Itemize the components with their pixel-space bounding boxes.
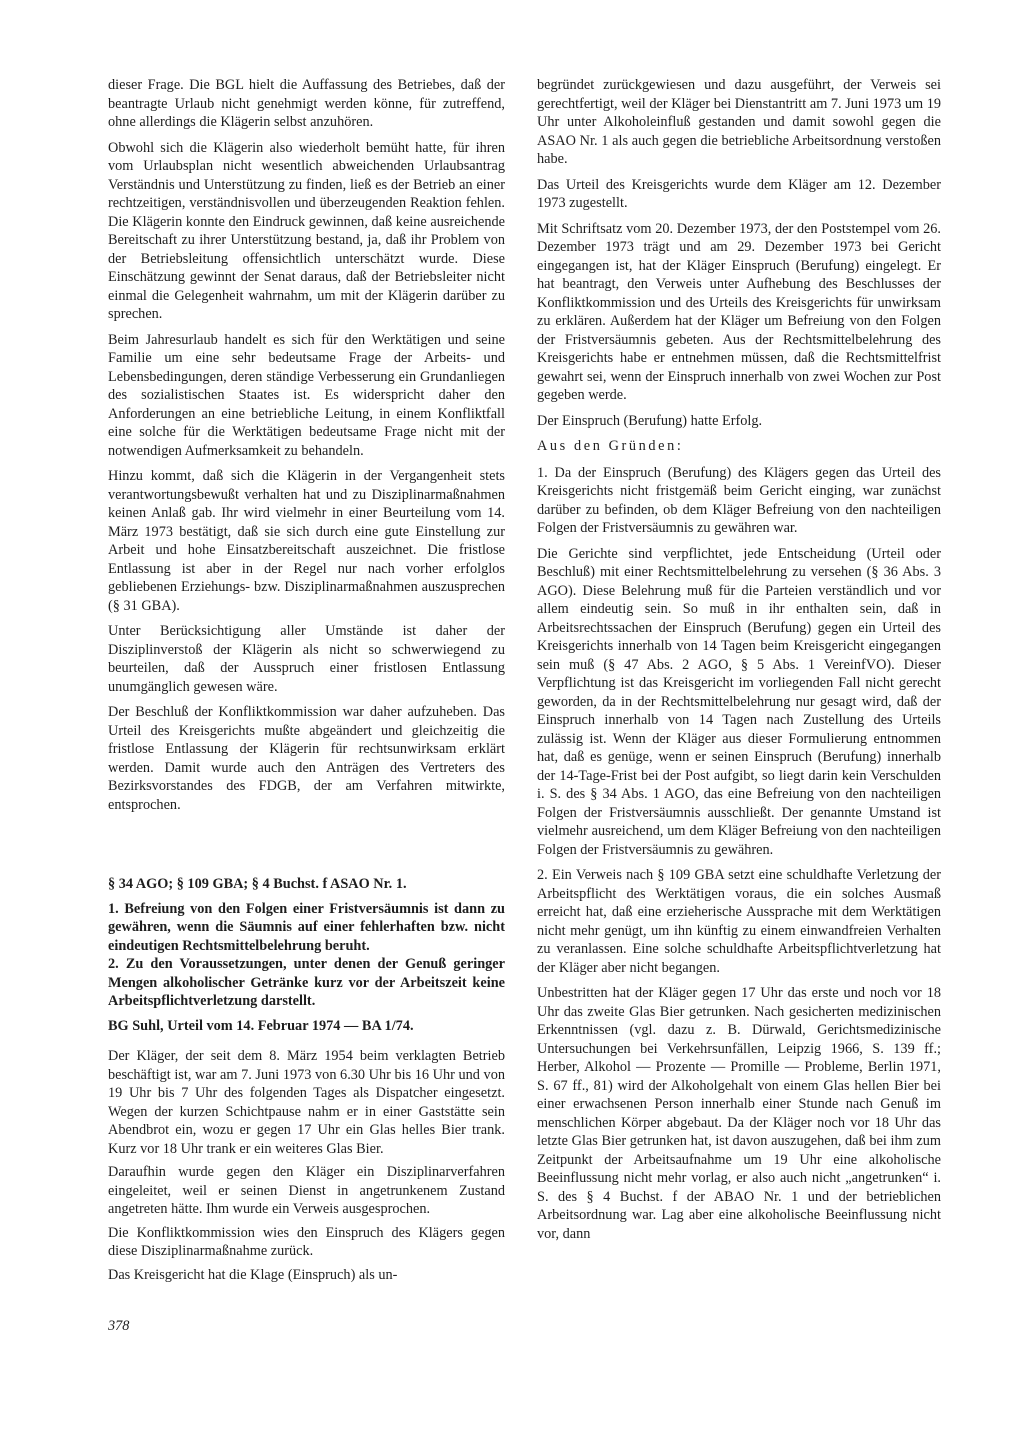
paragraph: Das Urteil des Kreisgerichts wurde dem Kläger am 12. Dezember 1973 zugestellt. [537, 176, 941, 211]
paragraph: Daraufhin wurde gegen den Kläger ein Disziplinarverfahren eingeleitet, weil er seinen Dienst in angetrunkenem Zustand angetreten hätte. Ihm wurde ein Verweis ausgesprochen. [108, 1164, 505, 1217]
paragraph: 2. Ein Verweis nach § 109 GBA setzt eine schuldhafte Verletzung der Arbeitspflicht des Werktätigen voraus, die ein solches Ausmaß erreicht hat, daß eine erzieherische Aussprache mit dem Werktätigen nicht mehr genügt, um ihn künftig zu einem einwandfreien Verhalten zu veranlassen. Eine solche schuldhafte Arbeitspflichtverletzung hat der Kläger aber nicht begangen. [537, 867, 941, 976]
section-gap [108, 821, 505, 875]
paragraph: begründet zurückgewiesen und dazu ausgeführt, der Verweis sei gerechtfertigt, weil der Kläger bei Dienstantritt am 7. Juni 1973 um 19 Uhr unter Alkoholeinfluß gestanden und damit sowohl gegen die ASAO Nr. 1 als auch gegen die betriebliche Arbeitsordnung verstoßen habe. [537, 77, 941, 167]
headnote-item: 1. Befreiung von den Folgen einer Fristversäumnis ist dann zu gewähren, wenn die Säumnis auf einer fehlerhaften bzw. nicht eindeutigen Rechtsmittelbelehrung beruht. [108, 900, 505, 954]
paragraph: Unbestritten hat der Kläger gegen 17 Uhr das erste und noch vor 18 Uhr das zweite Glas Bier getrunken. Nach gesicherten medizinischen Erkenntnissen (vgl. dazu z. B. Dürwald, Gerichtsmedizinische Untersuchungen bei Verkehrsunfällen, Leipzig 1966, S. 139 ff.; Herber, Alkohol — Prozente — Promille — Probleme, Berlin 1971, S. 67 ff., 81) wird der Alkoholgehalt von einem Glas hellen Bier bei einer erwachsenen Person innerhalb einer Stunde nach Genuß im menschlichen Körper abgebaut. Da der Kläger noch vor 18 Uhr das letzte Glas Bier getrunken hat, ist davon auszugehen, daß bei ihm zum Zeitpunkt der Arbeitsaufnahme um 19 Uhr eine alkoholische Beeinflussung nicht mehr vorlag, er also auch nicht „angetrunken“ i. S. des § 4 Buchst. f der ABAO Nr. 1 und der betrieblichen Arbeitsordnung war. Lag aber eine alkoholische Beeinflussung nicht vor, dann [537, 985, 941, 1242]
paragraph: 1. Da der Einspruch (Berufung) des Klägers gegen das Urteil des Kreisgerichts nicht fristgemäß beim Gericht einging, war zunächst darüber zu befinden, ob dem Kläger Befreiung von den nachteiligen Folgen der Fristversäumnis zu gewähren war. [537, 464, 941, 536]
paragraph: dieser Frage. Die BGL hielt die Auffassung des Betriebes, daß der beantragte Urlaub nicht genehmigt werden könne, für zutreffend, ohne allerdings die Klägerin selbst anzuhören. [108, 77, 505, 130]
paragraph: Der Einspruch (Berufung) hatte Erfolg. [537, 412, 763, 429]
paragraph: Obwohl sich die Klägerin also wiederholt bemüht hatte, für ihren vom Urlaubsplan nicht wesentlich abweichenden Urlaubsantrag Verständnis und Unterstützung zu finden, ließ es der Betrieb an einer rechtzeitigen, verständnisvollen und überzeugenden Reaktion fehlen. Die Klägerin konnte den Eindruck gewinnen, daß keine ausreichende Bereitschaft zu ihrer Unterstützung bestand, ja, daß ihr Problem von der Betriebsleitung offensichtlich unterschätzt wurde. Diese Einschätzung gewinnt der Senat daraus, daß der Betriebsleiter nicht einmal die Gelegenheit wahrnahm, um mit der Klägerin darüber zu sprechen. [108, 139, 505, 322]
headnote [108, 900, 505, 1011]
paragraph: Die Gerichte sind verpflichtet, jede Entscheidung (Urteil oder Beschluß) mit einer Rechtsmittelbelehrung zu versehen (§ 36 Abs. 3 AGO). Diese Belehrung muß für die Parteien verständlich und vor allem eindeutig sein. So muß in ihr enthalten sein, daß in Arbeitsrechtssachen der Einspruch (Berufung) gegen ein Urteil des Kreisgerichts innerhalb von 14 Tagen beim Kreisgericht eingegangen sein muß (§ 47 Abs. 2 AGO, § 5 Abs. 1 VereinfVO). Dieser Verpflichtung ist das Kreisgericht im vorliegenden Fall nicht gerecht geworden, da in der Rechtsmittelbelehrung nur gesagt wird, daß der Einspruch innerhalb von 14 Tagen nach Zustellung des Urteils zulässig ist. Wenn der Kläger aus dieser Formulierung entnommen hat, daß es genüge, wenn er seinen Einspruch (Berufung) innerhalb der 14-Tage-Frist bei der Post aufgibt, so liegt darin kein Verschulden i. S. des § 34 Abs. 1 AGO, das eine Befreiung von den nachteiligen Folgen der Fristversäumnis ausschließt. Der genannte Umstand ist vielmehr ausreichend, um dem Kläger Befreiung von den nachteiligen Folgen der Fristversäumnis zu gewähren. [537, 545, 941, 858]
paragraph: Die Konfliktkommission wies den Einspruch des Klägers gegen diese Disziplinarmaßnahme zurück. [108, 1224, 505, 1259]
headnote-item: 2. Zu den Voraussetzungen, unter denen der Genuß geringer Mengen alkoholischer Getränke kurz vor der Arbeitszeit keine Arbeitspflichtverletzung darstellt. [108, 956, 505, 1009]
paragraph: Unter Berücksichtigung aller Umstände ist daher der Disziplinverstoß der Klägerin als nicht so schwerwiegend zu beurteilen, daß der Ausspruch einer fristlosen Entlassung unumgänglich gewesen wäre. [108, 623, 505, 695]
page-number: 378 [108, 1318, 130, 1334]
paragraph: Das Kreisgericht hat die Klage (Einspruch) als un- [108, 1266, 398, 1283]
paragraph: Der Kläger, der seit dem 8. März 1954 beim verklagten Betrieb beschäftigt ist, war am 7. Juni 1973 von 6.30 Uhr bis 16 Uhr und von 19 Uhr bis 7 Uhr des folgenden Tages als Dispatcher eingesetzt. Wegen der kurzen Schichtpause nahm er in einer Gaststätte sein Abendbrot ein, wozu er gegen 17 Uhr ein Glas helles Bier trank. Kurz vor 18 Uhr trank er ein weiteres Glas Bier. [108, 1048, 505, 1157]
paragraph: Beim Jahresurlaub handelt es sich für den Werktätigen und seine Familie um eine sehr bedeutsame Frage der Arbeits- und Lebensbedingungen, deren ständige Verbesserung ein Grundanliegen des sozialistischen Staates ist. Es widerspricht daher den Anforderungen an eine betriebliche Leitung, in einem Konfliktfall eine solche für die Werktätigen bedeutsame Frage nicht mit der notwendigen Aufmerksamkeit zu behandeln. [108, 331, 505, 459]
paragraph: Hinzu kommt, daß sich die Klägerin in der Vergangenheit stets verantwortungsbewußt verhalten hat und zu Disziplinarmaßnahmen keinen Anlaß gab. Ihr wird vielmehr in einer Beurteilung vom 14. März 1973 bestätigt, daß sie sich durch eine gute Einstellung zur Arbeit und hohe Einsatzbereitschaft auszeichnet. Die fristlose Entlassung ist aber in der Regel nur nach vorher erfolglos gebliebenen Erziehungs- bzw. Disziplinarmaßnahmen auszusprechen (§ 31 GBA). [108, 468, 505, 614]
left-column [108, 76, 505, 1289]
right-column [537, 76, 941, 1250]
paragraph: Mit Schriftsatz vom 20. Dezember 1973, der den Poststempel vom 26. Dezember 1973 trägt und am 29. Dezember 1973 bei Gericht eingegangen ist, hat der Kläger Einspruch (Berufung) eingelegt. Er hat beantragt, den Verweis unter Aufhebung des Beschlusses der Konfliktkommission und des Urteils des Kreisgerichts für unwirksam zu erklären. Außerdem hat der Kläger um Befreiung von den Folgen der Fristversäumnis gebeten. Aus der Rechtsmittelbelehrung des Kreisgerichts habe er entnehmen müssen, daß die Rechtsmittelfrist gewahrt sei, wenn der Einspruch innerhalb von zwei Wochen zur Post gegeben werde. [537, 220, 941, 403]
norm-heading: § 34 AGO; § 109 GBA; § 4 Buchst. f ASAO Nr. 1. [108, 876, 407, 892]
reasons-heading: Aus den Gründen: [537, 438, 684, 454]
case-citation: BG Suhl, Urteil vom 14. Februar 1974 — BA 1/74. [108, 1017, 414, 1034]
paragraph: Der Beschluß der Konfliktkommission war daher aufzuheben. Das Urteil des Kreisgerichts mußte abgeändert und gleichzeitig die fristlose Entlassung der Klägerin für rechtsunwirksam erklärt werden. Damit wurde auch den Anträgen des Vertreters des Bezirksvorstandes des FDGB, der am Verfahren mitwirkte, entsprochen. [108, 704, 505, 813]
